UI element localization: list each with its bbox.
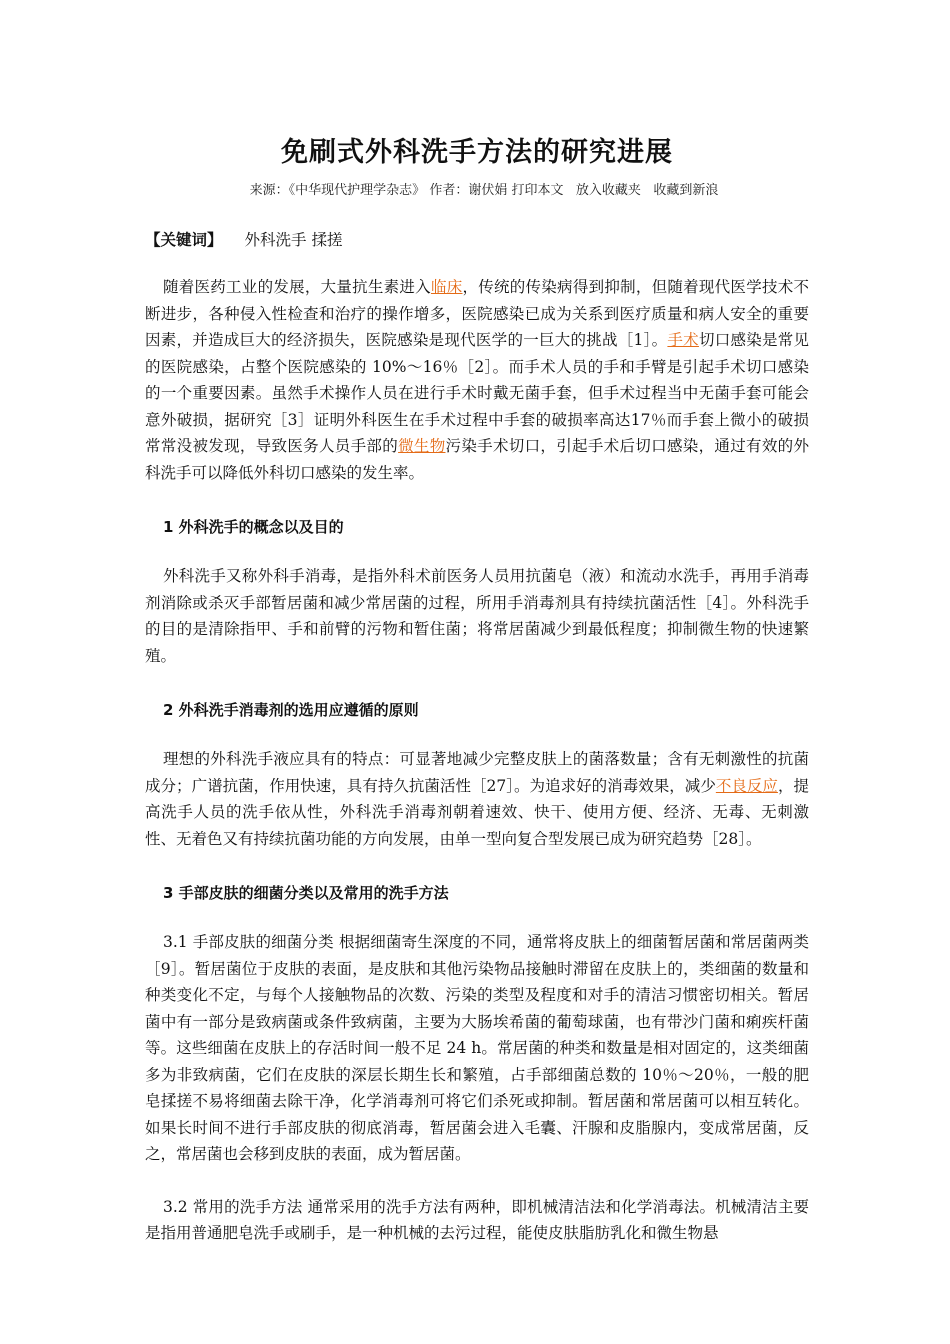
link-adverse-reaction[interactable]: 不良反应	[715, 776, 778, 795]
article-title: 免刷式外科洗手方法的研究进展	[281, 137, 673, 168]
section-1-heading: 1 外科洗手的概念以及目的	[163, 518, 344, 536]
author-label: 作者：	[429, 183, 469, 198]
article-meta	[145, 179, 809, 198]
section-3-1-paragraph: 3.1 手部皮肤的细菌分类 根据细菌寄生深度的不同，通常将皮肤上的细菌暂居菌和常居菌两类［9］。暂居菌位于皮肤的表面，是皮肤和其他污染物品接触时滞留在皮肤上的，类细菌的数量和种类变化不定，与每个人接触物品的次数、污染的类型及程度和对手的清洁习惯密切相关。暂居菌中有一部分是致病菌或条件致病菌，主要为大肠埃希菌的葡萄球菌，也有带沙门菌和痢疾杆菌等。这些细菌在皮肤上的存活时间一般不足 24 h。常居菌的种类和数量是相对固定的，这类细菌多为非致病菌，它们在皮肤的深层长期生长和繁殖，占手部细菌总数的 10％～20％，一般的肥皂揉搓不易将细菌去除干净，化学消毒剂可将它们杀死或抑制。暂居菌和常居菌可以相互转化。如果长时间不进行手部皮肤的彻底消毒，暂居菌会进入毛囊、汗腺和皮脂腺内，变成常居菌，反之，常居菌也会移到皮肤的表面，成为暂居菌。	[145, 933, 809, 1163]
section-3-2-heading: 3.2 常用的洗手方法	[163, 1197, 303, 1216]
section-3-heading: 3 手部皮肤的细菌分类以及常用的洗手方法	[163, 884, 449, 902]
section-2-heading: 2 外科洗手消毒剂的选用应遵循的原则	[163, 701, 419, 719]
keywords-value: 外科洗手 揉搓	[244, 231, 343, 249]
link-microorganism[interactable]: 微生物	[398, 437, 446, 455]
keywords-row	[145, 228, 809, 250]
print-link[interactable]: 打印本文	[511, 183, 564, 198]
section-3-1-heading: 3.1 手部皮肤的细菌分类	[163, 933, 334, 951]
section-2-paragraph: 理想的外科洗手液应具有的特点：可显著地减少完整皮肤上的菌落数量；含有无刺激性的抗菌成分；广谱抗菌，作用快速，具有持久抗菌活性［27］。为追求好的消毒效果，减少不良反应，提高洗手人员的洗手依从性，外科洗手消毒剂朝着速效、快干、使用方便、经济、无毒、无刺激性、无着色又有持续抗菌功能的方向发展，由单一型向复合型发展已成为研究趋势［28］。	[145, 750, 809, 848]
section-3-2-paragraph: 3.2 常用的洗手方法 通常采用的洗手方法有两种，即机械清洁法和化学消毒法。机械清洁主要是指用普通肥皂洗手或刷手，是一种机械的去污过程，能使皮肤脂肪乳化和微生物悬	[145, 1197, 809, 1242]
source-label: 来源：	[249, 183, 289, 198]
link-surgery[interactable]: 手术	[667, 331, 699, 349]
section-1-paragraph: 外科洗手又称外科手消毒，是指外科术前医务人员用抗菌皂（液）和流动水洗手，再用手消毒剂消除或杀灭手部暂居菌和减少常居菌的过程，所用手消毒剂具有持续抗菌活性［4］。外科洗手的目的是清除指甲、手和前臂的污物和暂住菌；将常居菌减少到最低程度；抑制微生物的快速繁殖。	[145, 567, 809, 665]
link-clinical[interactable]: 临床	[430, 278, 463, 296]
save-to-sina-link[interactable]: 收藏到新浪	[653, 183, 719, 198]
keywords-label: 【关键词】	[145, 230, 223, 249]
add-favorite-link[interactable]: 放入收藏夹	[575, 183, 641, 198]
author-name: 谢伏娟	[468, 183, 508, 198]
source-journal: 《中华现代护理学杂志》	[288, 183, 426, 198]
intro-paragraph: 随着医药工业的发展，大量抗生素进入临床，传统的传染病得到抑制，但随着现代医学技术不断进步，各种侵入性检查和治疗的操作增多，医院感染已成为关系到医疗质量和病人安全的重要因素，并造成巨大的经济损失，医院感染是现代医学的一巨大的挑战［1］。手术切口感染是常见的医院感染，占整个医院感染的 10%～16％［2］。而手术人员的手和手臂是引起手术切口感染的一个重要因素。虽然手术操作人员在进行手术时戴无菌手套，但手术过程当中无菌手套可能会意外破损，据研究［3］证明外科医生在手术过程中手套的破损率高达17％而手套上微小的破损常常没被发现，导致医务人员手部的微生物污染手术切口，引起手术后切口感染，通过有效的外科洗手可以降低外科切口感染的发生率。	[145, 278, 809, 482]
